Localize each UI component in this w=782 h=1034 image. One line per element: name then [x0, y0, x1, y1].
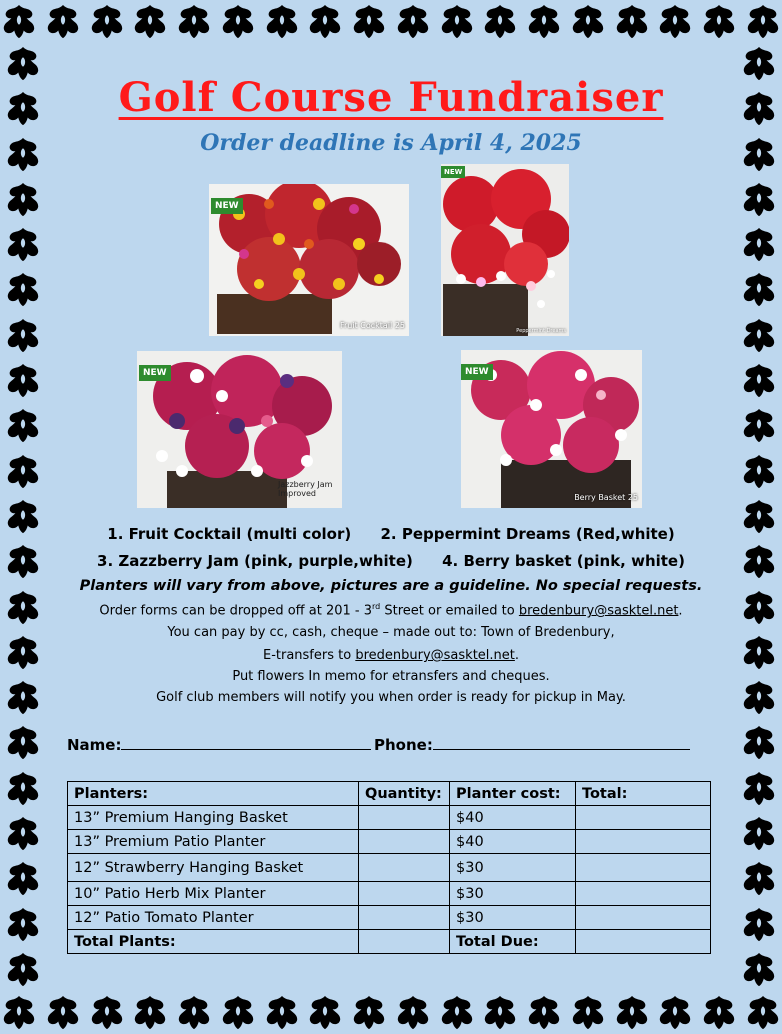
border-bottom: [0, 990, 782, 1034]
flourish-ornament-icon: [88, 2, 126, 40]
planter-list-row-1: [0, 525, 782, 543]
info-text: Street or emailed to: [380, 603, 519, 619]
planter-list-row-2: [0, 552, 782, 570]
flourish-ornament-icon: [4, 859, 42, 897]
flourish-ornament-icon: [4, 270, 42, 308]
photo-caption: Jazzberry Jam Improved: [278, 480, 333, 498]
new-badge: NEW: [139, 365, 171, 381]
flourish-ornament-icon: [0, 2, 38, 40]
order-table: [67, 781, 711, 954]
quantity-cell[interactable]: [359, 830, 450, 854]
info-text: .: [514, 648, 520, 663]
info-text: E-transfers to: [262, 648, 356, 663]
phone-field: [374, 735, 690, 754]
list-item: 4. Berry basket (pink, white): [442, 552, 685, 570]
new-badge: NEW: [461, 364, 493, 380]
cost-cell: $30: [450, 854, 576, 882]
cost-cell: $30: [450, 882, 576, 906]
photo-jazzberry-jam: [137, 351, 342, 508]
flourish-ornament-icon: [740, 814, 778, 852]
quantity-cell[interactable]: [359, 854, 450, 882]
flourish-ornament-icon: [131, 993, 169, 1031]
flourish-ornament-icon: [569, 2, 607, 40]
flourish-ornament-icon: [175, 993, 213, 1031]
flourish-ornament-icon: [175, 2, 213, 40]
photo-caption: Berry Basket 25: [574, 493, 638, 502]
flourish-ornament-icon: [263, 2, 301, 40]
flourish-ornament-icon: [740, 905, 778, 943]
dropoff-line: [0, 602, 782, 618]
phone-blank[interactable]: [433, 735, 690, 750]
flourish-ornament-icon: [438, 2, 476, 40]
cost-cell: $40: [450, 806, 576, 830]
info-text: Order forms can be dropped off at 201 - 3: [99, 603, 373, 619]
flourish-ornament-icon: [740, 452, 778, 490]
photo-berry-basket: [461, 350, 642, 508]
flourish-ornament-icon: [740, 270, 778, 308]
list-item: 3. Zazzberry Jam (pink, purple,white): [97, 552, 413, 570]
quantity-cell[interactable]: [359, 906, 450, 930]
disclaimer-note: Planters will vary from above, pictures are a guideline. No special requests.: [79, 578, 703, 594]
flourish-ornament-icon: [700, 993, 738, 1031]
total-cell[interactable]: [576, 830, 711, 854]
photo-peppermint-dreams: [441, 164, 569, 336]
cost-cell: $30: [450, 906, 576, 930]
table-footer-row: [68, 930, 711, 954]
planter-cell: 10” Patio Herb Mix Planter: [68, 882, 359, 906]
table-row: [68, 806, 711, 830]
name-label: Name:: [67, 736, 122, 754]
border-left: [2, 44, 44, 988]
flourish-ornament-icon: [481, 993, 519, 1031]
etransfer-line: [0, 648, 782, 663]
quantity-cell[interactable]: [359, 882, 450, 906]
table-row: [68, 882, 711, 906]
flourish-ornament-icon: [656, 993, 694, 1031]
list-item: 1. Fruit Cocktail (multi color): [107, 525, 352, 543]
page-title: [0, 74, 782, 121]
flourish-ornament-icon: [656, 2, 694, 40]
pickup-line: Golf club members will notify you when order is ready for pickup in May.: [156, 690, 626, 705]
flourish-ornament-icon: [263, 993, 301, 1031]
border-top: [0, 0, 782, 42]
flourish-ornament-icon: [438, 993, 476, 1031]
header-quantity: Quantity:: [359, 782, 450, 806]
flourish-ornament-icon: [306, 993, 344, 1031]
flourish-ornament-icon: [219, 993, 257, 1031]
header-planter-cost: Planter cost:: [450, 782, 576, 806]
flourish-ornament-icon: [4, 814, 42, 852]
name-field: [67, 735, 371, 754]
flourish-ornament-icon: [740, 180, 778, 218]
name-blank[interactable]: [121, 735, 371, 750]
flourish-ornament-icon: [740, 361, 778, 399]
flourish-ornament-icon: [525, 2, 563, 40]
email-link[interactable]: bredenbury@sasktel.net: [355, 648, 515, 663]
photo-fruit-cocktail: [209, 184, 409, 336]
table-row: [68, 830, 711, 854]
total-due-label: Total Due:: [450, 930, 576, 954]
flourish-ornament-icon: [44, 993, 82, 1031]
table-row: [68, 906, 711, 930]
flourish-ornament-icon: [4, 316, 42, 354]
flourish-ornament-icon: [4, 180, 42, 218]
header-total: Total:: [576, 782, 711, 806]
memo-line: Put flowers In memo for etransfers and cheques.: [232, 669, 550, 684]
flowers-image: [441, 164, 569, 336]
flourish-ornament-icon: [740, 950, 778, 988]
title-text: Golf Course Fundraiser: [118, 74, 664, 121]
table-row: [68, 854, 711, 882]
flourish-ornament-icon: [744, 993, 782, 1031]
total-plants-label: Total Plants:: [68, 930, 359, 954]
flourish-ornament-icon: [744, 2, 782, 40]
new-badge: NEW: [211, 198, 243, 214]
flourish-ornament-icon: [613, 2, 651, 40]
info-text: .: [678, 603, 683, 619]
flourish-ornament-icon: [44, 2, 82, 40]
flourish-ornament-icon: [394, 993, 432, 1031]
flourish-ornament-icon: [740, 769, 778, 807]
list-item: 2. Peppermint Dreams (Red,white): [380, 525, 675, 543]
table-header-row: [68, 782, 711, 806]
info-sup: rd: [372, 602, 381, 611]
flourish-ornament-icon: [306, 2, 344, 40]
total-cell[interactable]: [576, 854, 711, 882]
photo-caption: Fruit Cocktail 25: [340, 321, 405, 330]
planter-cell: 13” Premium Hanging Basket: [68, 806, 359, 830]
flourish-ornament-icon: [4, 723, 42, 761]
flourish-ornament-icon: [4, 905, 42, 943]
quantity-cell[interactable]: [359, 806, 450, 830]
flourish-ornament-icon: [219, 2, 257, 40]
total-due-cell[interactable]: [576, 930, 711, 954]
payment-line: You can pay by cc, cash, cheque – made out to: Town of Bredenbury,: [167, 625, 615, 640]
planter-cell: 12” Strawberry Hanging Basket: [68, 854, 359, 882]
total-cell[interactable]: [576, 882, 711, 906]
flourish-ornament-icon: [740, 316, 778, 354]
flourish-ornament-icon: [4, 769, 42, 807]
email-link[interactable]: bredenbury@sasktel.net: [518, 603, 679, 619]
flourish-ornament-icon: [740, 859, 778, 897]
flourish-ornament-icon: [4, 406, 42, 444]
flourish-ornament-icon: [4, 361, 42, 399]
order-deadline: Order deadline is April 4, 2025: [200, 130, 582, 156]
flourish-ornament-icon: [613, 993, 651, 1031]
border-right: [738, 44, 780, 988]
flourish-ornament-icon: [4, 950, 42, 988]
total-cell[interactable]: [576, 806, 711, 830]
header-planters: Planters:: [68, 782, 359, 806]
flourish-ornament-icon: [525, 993, 563, 1031]
flourish-ornament-icon: [0, 993, 38, 1031]
total-cell[interactable]: [576, 906, 711, 930]
flourish-ornament-icon: [740, 406, 778, 444]
flourish-ornament-icon: [740, 723, 778, 761]
new-badge: NEW: [441, 166, 465, 178]
planter-cell: 12” Patio Tomato Planter: [68, 906, 359, 930]
flourish-ornament-icon: [700, 2, 738, 40]
flourish-ornament-icon: [4, 452, 42, 490]
flourish-ornament-icon: [481, 2, 519, 40]
planter-cell: 13” Premium Patio Planter: [68, 830, 359, 854]
cost-cell: $40: [450, 830, 576, 854]
flourish-ornament-icon: [569, 993, 607, 1031]
flourish-ornament-icon: [350, 993, 388, 1031]
flourish-ornament-icon: [394, 2, 432, 40]
flourish-ornament-icon: [131, 2, 169, 40]
flourish-ornament-icon: [350, 2, 388, 40]
flourish-ornament-icon: [4, 225, 42, 263]
flourish-ornament-icon: [740, 225, 778, 263]
total-plants-cell[interactable]: [359, 930, 450, 954]
flourish-ornament-icon: [88, 993, 126, 1031]
photo-caption: Peppermint Dreams: [516, 328, 566, 334]
phone-label: Phone:: [374, 736, 433, 754]
